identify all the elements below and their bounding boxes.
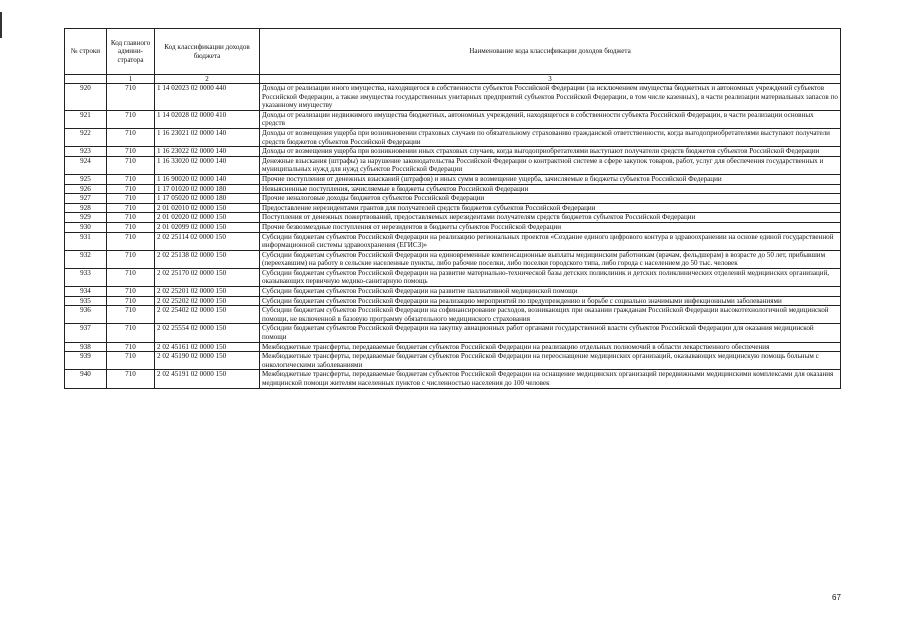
- code-name-cell: Доходы от реализации иного имущества, находящегося в собственности субъектов Российской Федерации (за исключением имущества бюджетных и автономных учреждений субъектов Российской Федерации, а также имущества государственных унитарных предприятий субъектов Российской Федерации, в том числе казенных), в части реализации материальных запасов по указанному имуществу: [260, 84, 841, 111]
- code-name-cell: Прочие безвозмездные поступления от нерезидентов в бюджеты субъектов Российской Федерации: [260, 222, 841, 232]
- column-number-3: 3: [260, 75, 841, 84]
- admin-code-cell: 710: [107, 250, 155, 268]
- classification-code-cell: 2 02 25138 02 0000 150: [155, 250, 260, 268]
- table-row: [65, 110, 841, 128]
- table-row: [65, 370, 841, 388]
- classification-code-cell: 2 01 02010 02 0000 150: [155, 203, 260, 213]
- code-name-cell: Межбюджетные трансферты, передаваемые бюджетам субъектов Российской Федерации на реализацию отдельных полномочий в области лекарственного обеспечения: [260, 342, 841, 352]
- column-number-1: 1: [107, 75, 155, 84]
- classification-code-cell: 2 01 02099 02 0000 150: [155, 222, 260, 232]
- code-name-cell: Поступления от денежных пожертвований, предоставляемых нерезидентами получателям средств бюджетов субъектов Российской Федерации: [260, 213, 841, 223]
- table-row: [65, 306, 841, 324]
- row-number-cell: 923: [65, 147, 107, 157]
- code-name-cell: Субсидии бюджетам субъектов Российской Федерации на развитие паллиативной медицинской помощи: [260, 287, 841, 297]
- row-number-cell: 928: [65, 203, 107, 213]
- admin-code-cell: 710: [107, 287, 155, 297]
- classification-code-cell: 2 02 25170 02 0000 150: [155, 268, 260, 286]
- header-admin-code: Код главного админи-стратора: [107, 29, 155, 75]
- row-number-cell: 934: [65, 287, 107, 297]
- admin-code-cell: 710: [107, 110, 155, 128]
- column-number-0: [65, 75, 107, 84]
- row-number-cell: 935: [65, 296, 107, 306]
- classification-code-cell: 1 16 33020 02 0000 140: [155, 156, 260, 174]
- classification-code-cell: 2 02 25114 02 0000 150: [155, 232, 260, 250]
- row-number-cell: 927: [65, 194, 107, 204]
- classification-code-cell: 2 02 25202 02 0000 150: [155, 296, 260, 306]
- classification-code-cell: 2 02 25554 02 0000 150: [155, 324, 260, 342]
- admin-code-cell: 710: [107, 232, 155, 250]
- admin-code-cell: 710: [107, 306, 155, 324]
- left-edge-mark: [0, 12, 2, 38]
- classification-code-cell: 1 14 02028 02 0000 410: [155, 110, 260, 128]
- table-body: [65, 84, 841, 389]
- row-number-cell: 921: [65, 110, 107, 128]
- table-row: [65, 147, 841, 157]
- classification-code-cell: 1 14 02023 02 0000 440: [155, 84, 260, 111]
- classification-code-cell: 2 02 25402 02 0000 150: [155, 306, 260, 324]
- admin-code-cell: 710: [107, 128, 155, 146]
- classification-code-cell: 1 16 23022 02 0000 140: [155, 147, 260, 157]
- header-classification-code: Код классификации доходов бюджета: [155, 29, 260, 75]
- table-row: [65, 203, 841, 213]
- table-header-row: [65, 29, 841, 75]
- row-number-cell: 924: [65, 156, 107, 174]
- admin-code-cell: 710: [107, 268, 155, 286]
- code-name-cell: Субсидии бюджетам субъектов Российской Федерации на закупку авиационных работ органами государственной власти субъектов Российской Федерации для оказания медицинской помощи: [260, 324, 841, 342]
- classification-code-cell: 1 16 23021 02 0000 140: [155, 128, 260, 146]
- column-number-2: 2: [155, 75, 260, 84]
- table-row: [65, 174, 841, 184]
- row-number-cell: 936: [65, 306, 107, 324]
- row-number-cell: 938: [65, 342, 107, 352]
- table-row: [65, 222, 841, 232]
- code-name-cell: Доходы от реализации недвижимого имущества бюджетных, автономных учреждений, находящегося в собственности субъекта Российской Федерации, в части реализации основных средств: [260, 110, 841, 128]
- classification-code-cell: 2 02 45191 02 0000 150: [155, 370, 260, 388]
- table-row: [65, 184, 841, 194]
- row-number-cell: 922: [65, 128, 107, 146]
- code-name-cell: Доходы от возмещения ущерба при возникновении страховых случаев по обязательному страхованию гражданской ответственности, когда выгодоприобретателями выступают получатели средств бюджетов субъектов Российской Федерации: [260, 128, 841, 146]
- table-row: [65, 232, 841, 250]
- table-row: [65, 84, 841, 111]
- row-number-cell: 932: [65, 250, 107, 268]
- table-row: [65, 342, 841, 352]
- admin-code-cell: 710: [107, 174, 155, 184]
- admin-code-cell: 710: [107, 296, 155, 306]
- classification-code-cell: 1 17 05020 02 0000 180: [155, 194, 260, 204]
- classification-code-cell: 1 16 90020 02 0000 140: [155, 174, 260, 184]
- code-name-cell: Субсидии бюджетам субъектов Российской Федерации на реализацию региональных проектов «Создание единого цифрового контура в здравоохранении на основе единой государственной информационной системы здравоохранения (ЕГИСЗ)»: [260, 232, 841, 250]
- admin-code-cell: 710: [107, 370, 155, 388]
- table-row: [65, 287, 841, 297]
- row-number-cell: 933: [65, 268, 107, 286]
- table-row: [65, 128, 841, 146]
- admin-code-cell: 710: [107, 222, 155, 232]
- row-number-cell: 920: [65, 84, 107, 111]
- admin-code-cell: 710: [107, 324, 155, 342]
- row-number-cell: 940: [65, 370, 107, 388]
- admin-code-cell: 710: [107, 352, 155, 370]
- row-number-cell: 925: [65, 174, 107, 184]
- code-name-cell: Прочие неналоговые доходы бюджетов субъектов Российской Федерации: [260, 194, 841, 204]
- code-name-cell: Предоставление нерезидентами грантов для получателей средств бюджетов субъектов Российской Федерации: [260, 203, 841, 213]
- admin-code-cell: 710: [107, 194, 155, 204]
- table-row: [65, 352, 841, 370]
- admin-code-cell: 710: [107, 184, 155, 194]
- row-number-cell: 930: [65, 222, 107, 232]
- header-row-number: № строки: [65, 29, 107, 75]
- code-name-cell: Доходы от возмещения ущерба при возникновении иных страховых случаев, когда выгодоприобретателями выступают получатели средств бюджетов субъектов Российской Федерации: [260, 147, 841, 157]
- code-name-cell: Субсидии бюджетам субъектов Российской Федерации на развитие материально-технической базы детских поликлиник и детских поликлинических отделений медицинских организаций, оказывающих первичную медико-санитарную помощь: [260, 268, 841, 286]
- table-row: [65, 156, 841, 174]
- admin-code-cell: 710: [107, 203, 155, 213]
- table-row: [65, 268, 841, 286]
- column-number-row: [65, 75, 841, 84]
- code-name-cell: Межбюджетные трансферты, передаваемые бюджетам субъектов Российской Федерации на оснащение медицинских организаций передвижными медицинскими комплексами для оказания медицинской помощи жителям населенных пунктов с численностью населения до 100 человек: [260, 370, 841, 388]
- row-number-cell: 926: [65, 184, 107, 194]
- page-number: 67: [832, 593, 841, 602]
- code-name-cell: Прочие поступления от денежных взысканий (штрафов) и иных сумм в возмещение ущерба, зачисляемые в бюджеты субъектов Российской Федерации: [260, 174, 841, 184]
- code-name-cell: Субсидии бюджетам субъектов Российской Федерации на софинансирование расходов, возникающих при оказании гражданам Российской Федерации высокотехнологичной медицинской помощи, не включенной в базовую программу обязательного медицинского страхования: [260, 306, 841, 324]
- header-code-name: Наименование кода классификации доходов бюджета: [260, 29, 841, 75]
- table-row: [65, 250, 841, 268]
- table-row: [65, 324, 841, 342]
- admin-code-cell: 710: [107, 342, 155, 352]
- admin-code-cell: 710: [107, 156, 155, 174]
- classification-code-cell: 2 02 45161 02 0000 150: [155, 342, 260, 352]
- code-name-cell: Межбюджетные трансферты, передаваемые бюджетам субъектов Российской Федерации на переоснащение медицинских организаций, оказывающих медицинскую помощь больным с онкологическими заболеваниями: [260, 352, 841, 370]
- admin-code-cell: 710: [107, 213, 155, 223]
- code-name-cell: Субсидии бюджетам субъектов Российской Федерации на реализацию мероприятий по предупреждению и борьбе с социально значимыми инфекционными заболеваниями: [260, 296, 841, 306]
- classification-code-cell: 2 01 02020 02 0000 150: [155, 213, 260, 223]
- table-row: [65, 296, 841, 306]
- classification-code-cell: 2 02 45190 02 0000 150: [155, 352, 260, 370]
- classification-code-cell: 2 02 25201 02 0000 150: [155, 287, 260, 297]
- row-number-cell: 939: [65, 352, 107, 370]
- code-name-cell: Невыясненные поступления, зачисляемые в бюджеты субъектов Российской Федерации: [260, 184, 841, 194]
- row-number-cell: 937: [65, 324, 107, 342]
- table-row: [65, 194, 841, 204]
- classification-code-cell: 1 17 01020 02 0000 180: [155, 184, 260, 194]
- code-name-cell: Денежные взыскания (штрафы) за нарушение законодательства Российской Федерации о контрактной системе в сфере закупок товаров, работ, услуг для обеспечения государственных и муниципальных нужд для нужд субъектов Российской Федерации: [260, 156, 841, 174]
- budget-classification-table-container: [64, 28, 840, 389]
- budget-classification-table: [64, 28, 841, 389]
- row-number-cell: 931: [65, 232, 107, 250]
- row-number-cell: 929: [65, 213, 107, 223]
- admin-code-cell: 710: [107, 147, 155, 157]
- admin-code-cell: 710: [107, 84, 155, 111]
- code-name-cell: Субсидии бюджетам субъектов Российской Федерации на единовременные компенсационные выплаты медицинским работникам (врачам, фельдшерам) в возрасте до 50 лет, прибывшим (переехавшим) на работу в сельские населенные пункты, либо рабочие поселки, либо поселки городского типа, либо города с населением до 50 тыс. человек: [260, 250, 841, 268]
- table-row: [65, 213, 841, 223]
